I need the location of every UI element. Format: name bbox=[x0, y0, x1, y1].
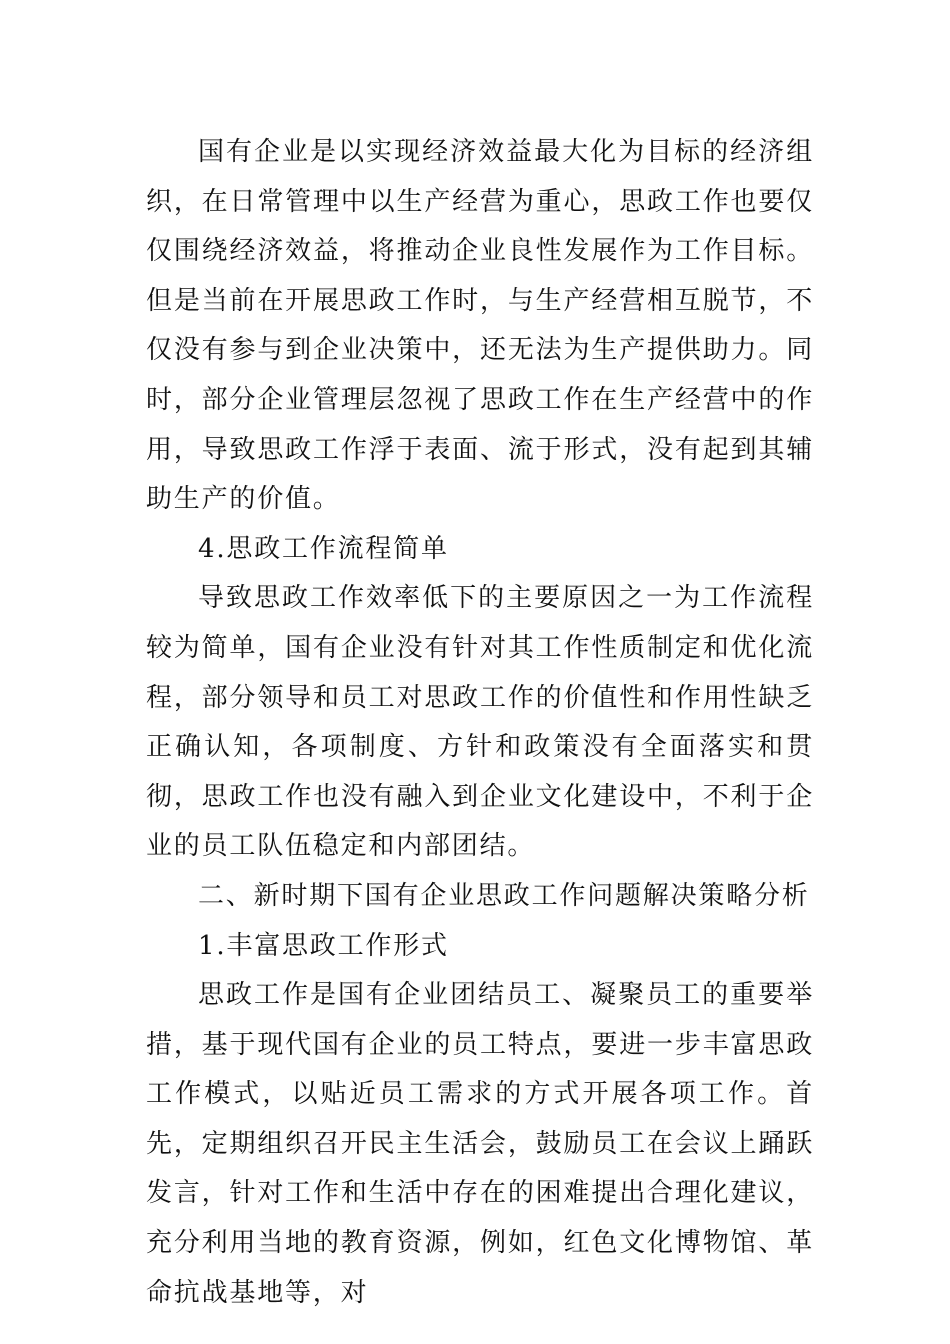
section-heading-workflow: 4.思政工作流程简单 bbox=[198, 533, 449, 564]
subsection-heading-enrich-forms: 1.丰富思政工作形式 bbox=[198, 930, 449, 961]
paragraph-economic-focus: 国有企业是以实现经济效益最大化为目标的经济组织，在日常管理中以生产经营为重心，思政工作也要仅仅围绕经济效益，将推动企业良性发展作为工作目标。但是当前在开展思政工作时，与生产经营相互脱节，不仅没有参与到企业决策中，还无法为生产提供助力。同时，部分企业管理层忽视了思政工作在生产经营中的作用，导致思政工作浮于表面、流于形式，没有起到其辅助生产的价值。 bbox=[146, 137, 814, 515]
section-heading-strategies: 二、新时期下国有企业思政工作问题解决策略分析 bbox=[198, 880, 810, 911]
paragraph-enrich-forms: 思政工作是国有企业团结员工、凝聚员工的重要举措，基于现代国有企业的员工特点，要进一步丰富思政工作模式，以贴近员工需求的方式开展各项工作。首先，定期组织召开民主生活会，鼓励员工在会议上踊跃发言，针对工作和生活中存在的困难提出合理化建议，充分利用当地的教育资源，例如，红色文化博物馆、革命抗战基地等，对 bbox=[146, 980, 814, 1308]
paragraph-workflow-issues: 导致思政工作效率低下的主要原因之一为工作流程较为简单，国有企业没有针对其工作性质制定和优化流程，部分领导和员工对思政工作的价值性和作用性缺乏正确认知，各项制度、方针和政策没有全面落实和贯彻，思政工作也没有融入到企业文化建设中，不利于企业的员工队伍稳定和内部团结。 bbox=[146, 583, 814, 862]
document-body bbox=[146, 128, 814, 1318]
